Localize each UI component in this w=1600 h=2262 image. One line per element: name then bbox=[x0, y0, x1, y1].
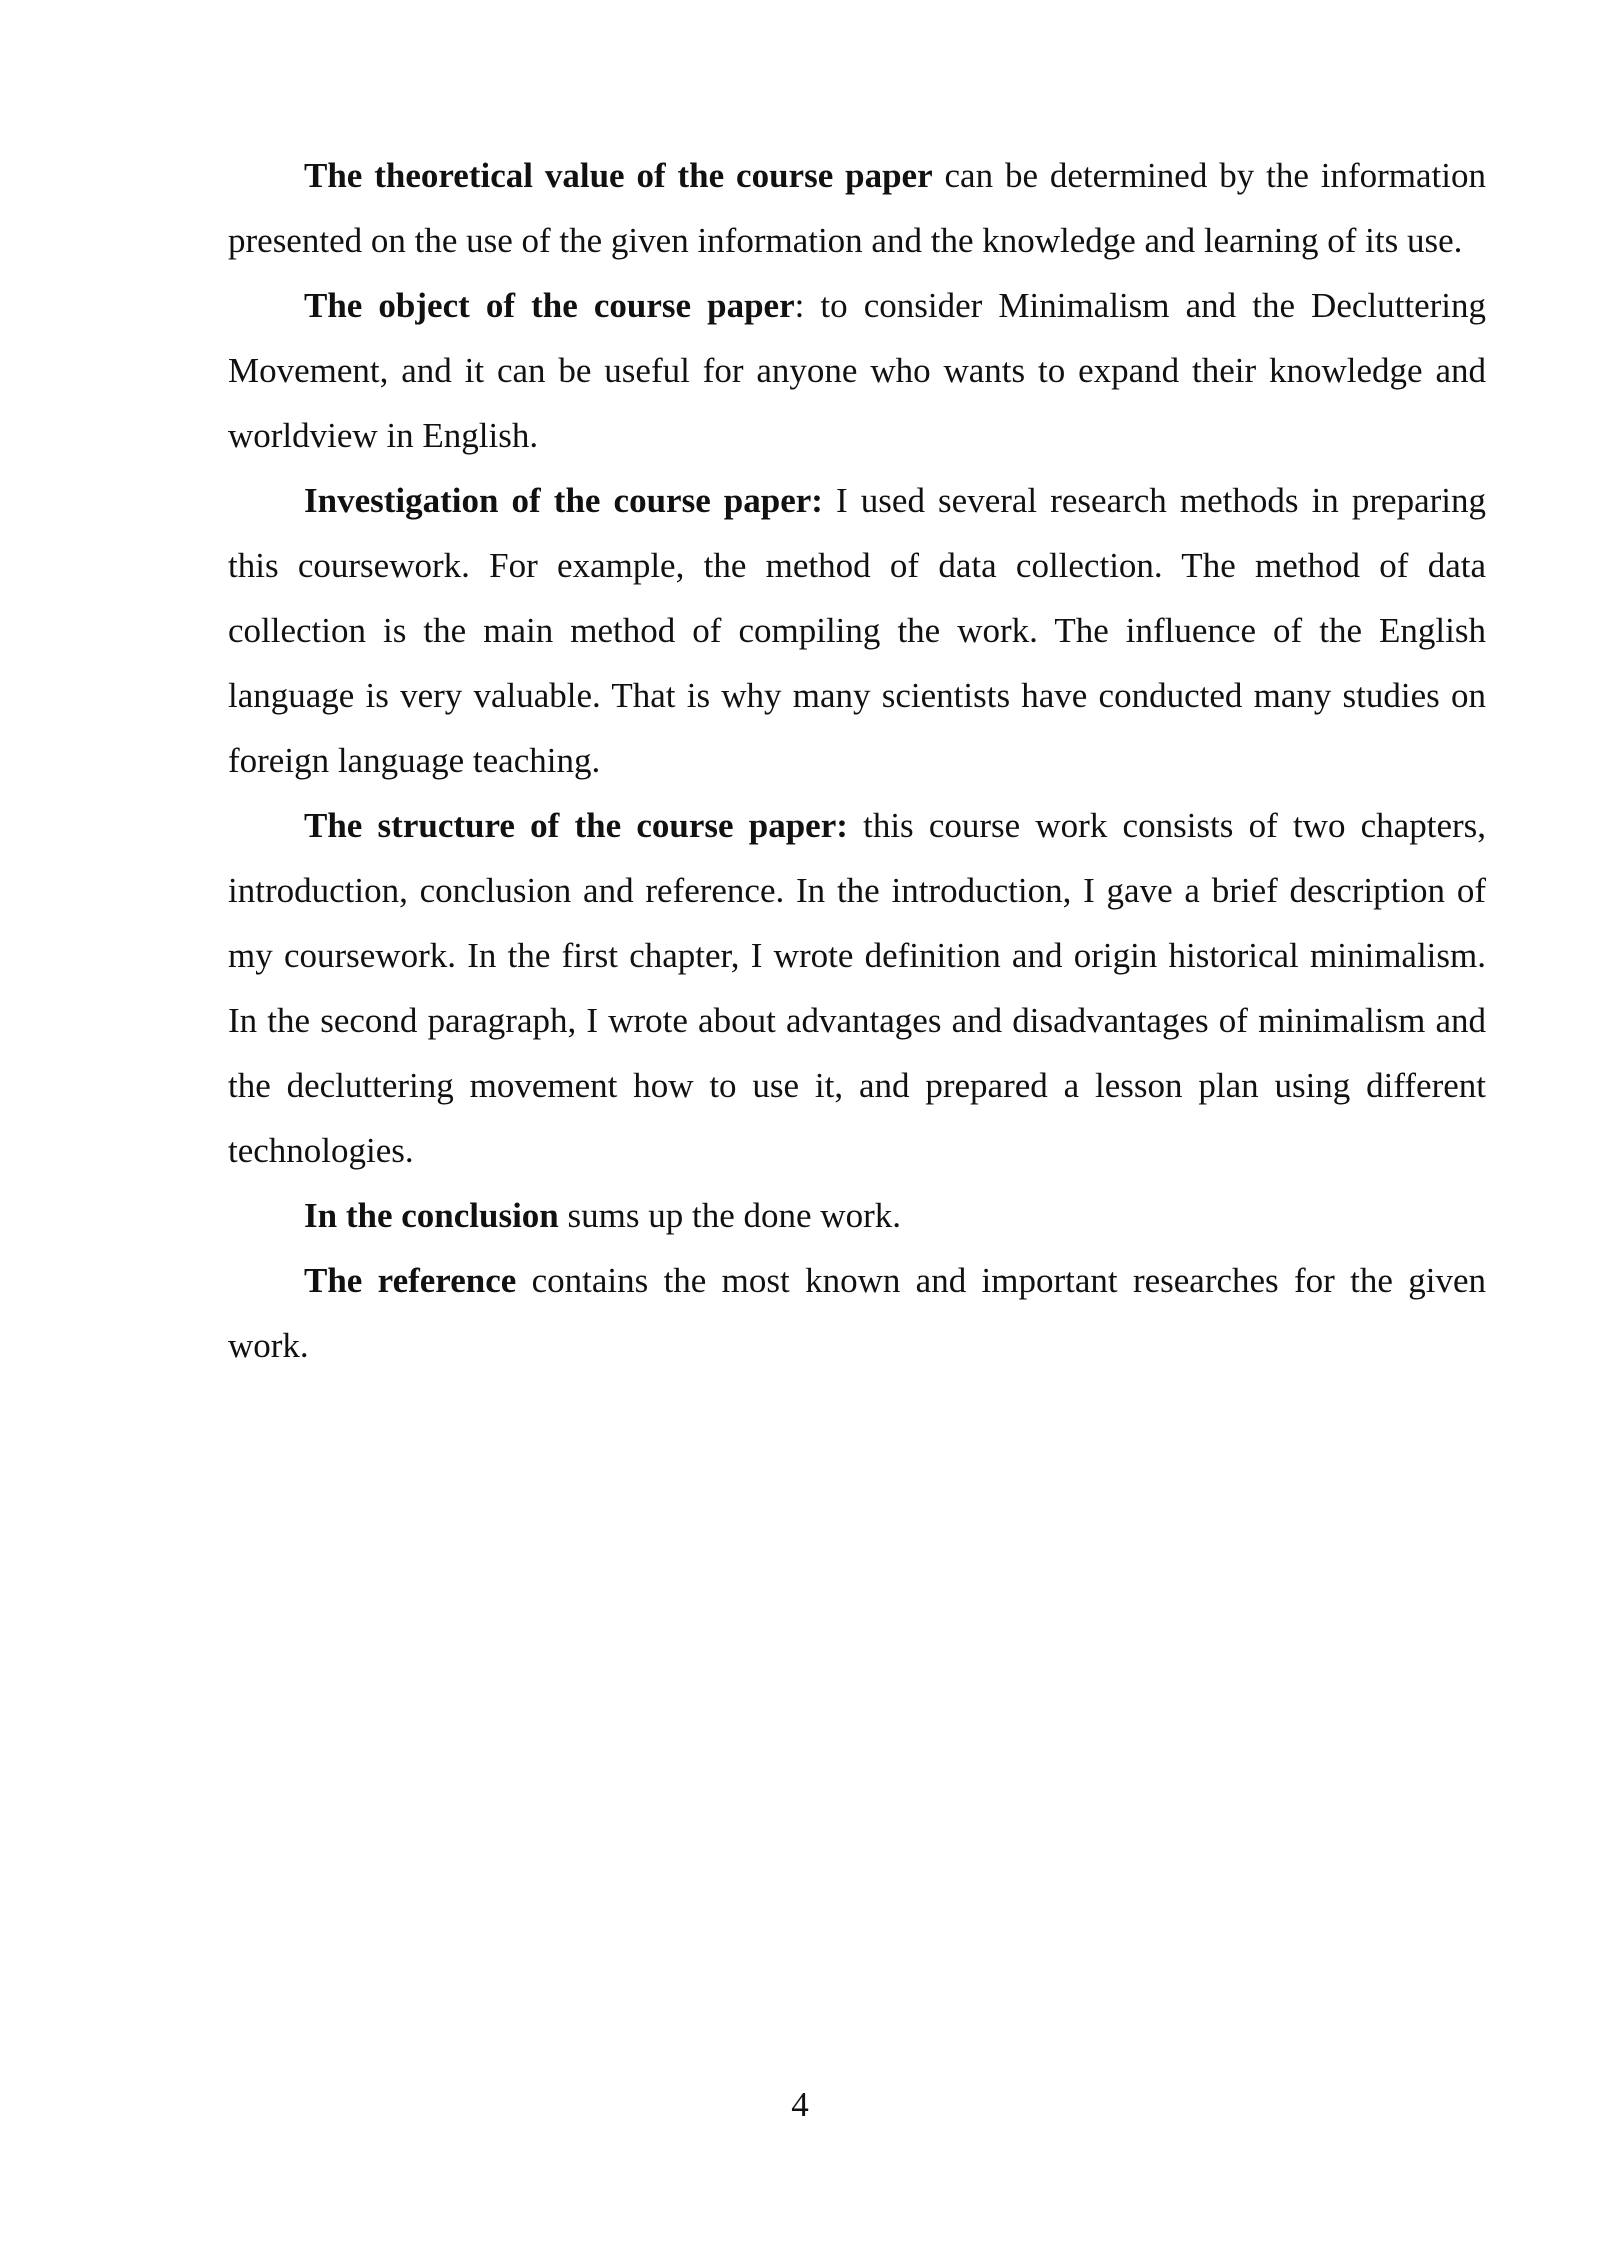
paragraph-structure bbox=[228, 793, 1486, 1183]
paragraph-text: sums up the done work. bbox=[558, 1196, 901, 1235]
paragraph-text: : to consider Minimalism and the Decluttering Movement, and it can be useful for anyone who wants to expand their knowledge and worldview in English. bbox=[228, 286, 1486, 455]
paragraph-reference bbox=[228, 1248, 1486, 1378]
paragraph-theoretical-value bbox=[228, 143, 1486, 273]
page-number: 4 bbox=[791, 2085, 809, 2124]
paragraph-lead: The structure of the course paper: bbox=[304, 806, 848, 845]
paragraph-lead: In the conclusion bbox=[304, 1196, 559, 1235]
paragraph-text: can be determined by the information presented on the use of the given information and the knowledge and learning of its use. bbox=[228, 156, 1486, 260]
paragraph-object bbox=[228, 273, 1486, 468]
paragraph-investigation bbox=[228, 468, 1486, 793]
paragraph-text: I used several research methods in preparing this coursework. For example, the method of data collection. The method of data collection is the main method of compiling the work. The influence of the English language is very valuable. That is why many scientists have conducted many studies on foreign language teaching. bbox=[228, 481, 1486, 780]
paragraph-text: this course work consists of two chapters, introduction, conclusion and reference. In the introduction, I gave a brief description of my coursework. In the first chapter, I wrote definition and origin historical minimalism. In the second paragraph, I wrote about advantages and disadvantages of minimalism and the decluttering movement how to use it, and prepared a lesson plan using different technologies. bbox=[228, 806, 1487, 1170]
paragraph-lead: The object of the course paper bbox=[304, 286, 795, 325]
paragraph-conclusion bbox=[228, 1183, 1486, 1248]
paragraph-lead: The theoretical value of the course paper bbox=[304, 156, 933, 195]
paragraph-lead: Investigation of the course paper: bbox=[304, 481, 823, 520]
document-body bbox=[228, 143, 1486, 1378]
paragraph-text: contains the most known and important researches for the given work. bbox=[228, 1261, 1486, 1365]
paragraph-lead: The reference bbox=[304, 1261, 517, 1300]
